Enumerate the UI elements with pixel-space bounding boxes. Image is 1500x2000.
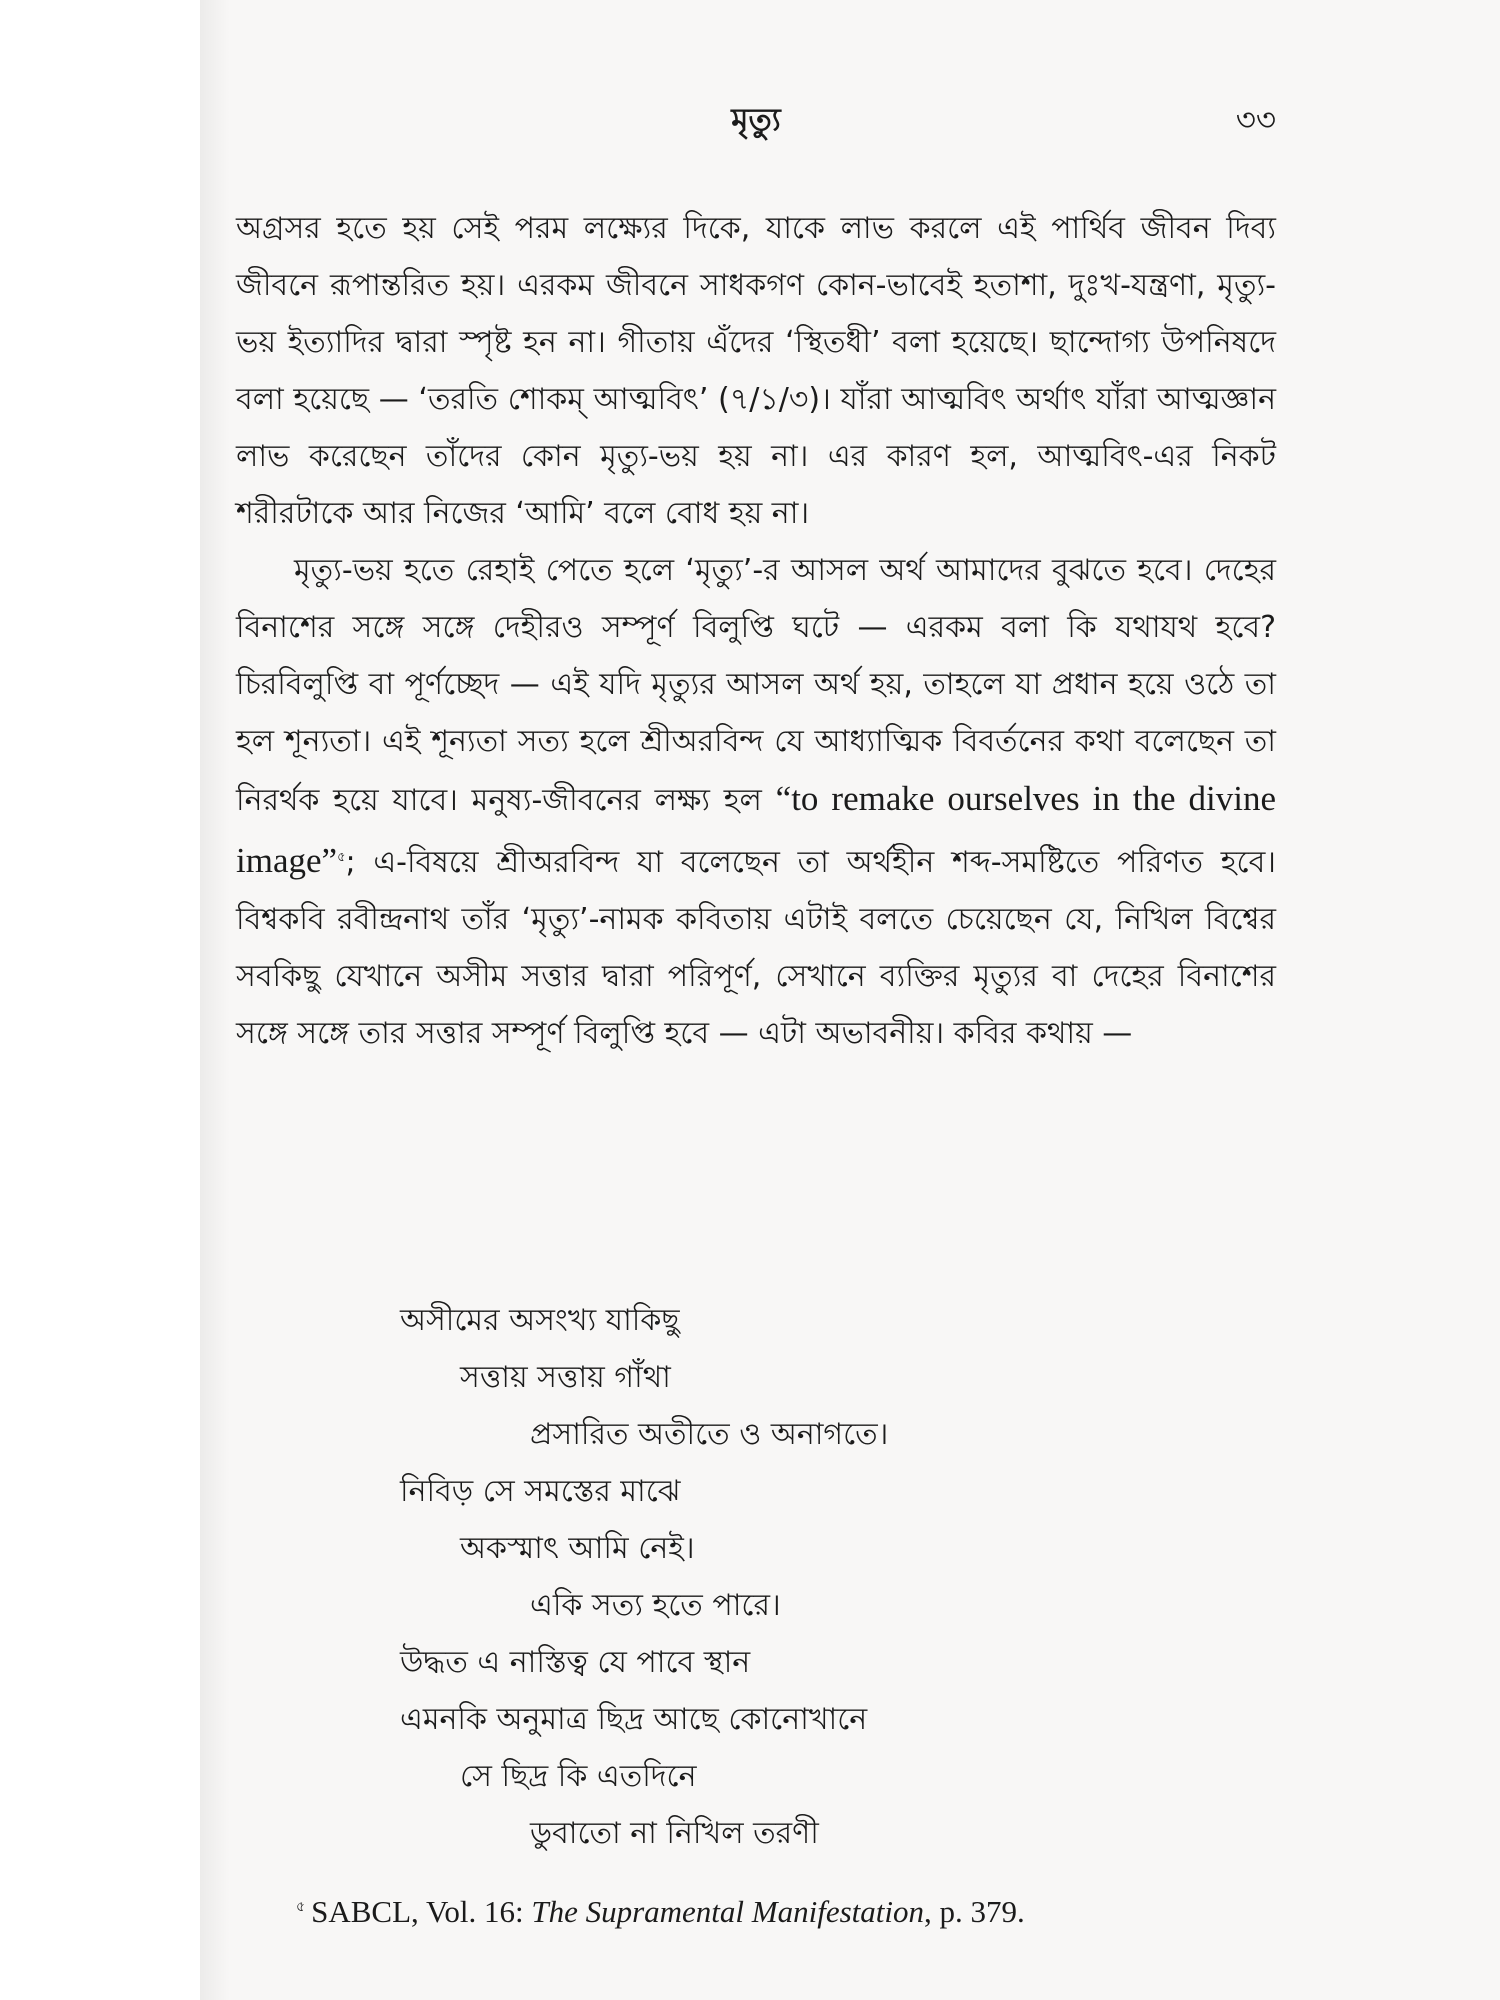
poem-line: অকস্মাৎ আমি নেই। xyxy=(460,1531,695,1566)
paragraph-2-part-2: ; এ-বিষয়ে শ্রীঅরবিন্দ যা বলেছেন তা অর্থহীন শব্দ-সমষ্টিতে পরিণত হবে। বিশ্বকবি রবীন্দ্রনাথ তাঁর ‘মৃত্যু’-নামক কবিতায় এটাই বলতে চেয়েছেন যে, নিখিল বিশ্বের সবকিছু যেখানে অসীম সত্তার দ্বারা পরিপূর্ণ, সেখানে ব্যক্তির মৃত্যুর বা দেহের বিনাশের সঙ্গে সঙ্গে তার সত্তার সম্পূর্ণ বিলুপ্তি হবে — এটা অভাবনীয়। কবির কথায় — xyxy=(236,845,1276,1051)
poem-line: এমনকি অনুমাত্র ছিদ্র আছে কোনোখানে xyxy=(400,1702,868,1737)
footnote-marker: ৫ xyxy=(296,1898,306,1915)
poem-line: ডুবাতো না নিখিল তরণী xyxy=(530,1816,819,1851)
page-number: ৩৩ xyxy=(1235,102,1276,138)
poem-line: সত্তায় সত্তায় গাঁথা xyxy=(460,1360,671,1395)
poem-line: প্রসারিত অতীতে ও অনাগতে। xyxy=(530,1417,889,1452)
footnote xyxy=(296,1894,1276,1930)
poem-line: নিবিড় সে সমস্তের মাঝে xyxy=(400,1474,681,1509)
paragraph-1: অগ্রসর হতে হয় সেই পরম লক্ষ্যের দিকে, যাকে লাভ করলে এই পার্থিব জীবন দিব্য জীবনে রূপান্তরিত হয়। এরকম জীবনে সাধকগণ কোন-ভাবেই হতাশা, দুঃখ-যন্ত্রণা, মৃত্যু-ভয় ইত্যাদির দ্বারা স্পৃষ্ট হন না। গীতায় এঁদের ‘স্থিতধী’ বলা হয়েছে। ছান্দোগ্য উপনিষদে বলা হয়েছে — ‘তরতি শোকম্ আত্মবিৎ’ (৭/১/৩)। যাঁরা আত্মবিৎ অর্থাৎ যাঁরা আত্মজ্ঞান লাভ করেছেন তাঁদের কোন মৃত্যু-ভয় হয় না। এর কারণ হল, আত্মবিৎ-এর নিকট শরীরটাকে আর নিজের ‘আমি’ বলে বোধ হয় না। xyxy=(236,211,1276,531)
page-gutter-shadow xyxy=(200,0,230,2000)
poem-line: একি সত্য হতে পারে। xyxy=(530,1588,781,1623)
footnote-book-title: The Supramental Manifestation xyxy=(531,1894,924,1929)
body-text xyxy=(236,200,1276,1062)
poem-line: সে ছিদ্র কি এতদিনে xyxy=(460,1759,697,1794)
footnote-prefix: SABCL, Vol. 16: xyxy=(311,1894,532,1929)
paragraph-2 xyxy=(236,542,1276,1062)
chapter-title: মৃত্যু xyxy=(731,102,781,138)
poem-stanza xyxy=(400,1292,1200,1862)
english-quote: “to remake ourselves in the divine image” xyxy=(236,779,1276,880)
footnote-suffix: , p. 379. xyxy=(923,1894,1025,1929)
poem-line: অসীমের অসংখ্য যাকিছু xyxy=(400,1303,680,1338)
poem-line: উদ্ধত এ নাস্তিত্ব যে পাবে স্থান xyxy=(400,1645,751,1680)
running-head xyxy=(236,96,1276,146)
paragraph-2-part-1: মৃত্যু-ভয় হতে রেহাই পেতে হলে ‘মৃত্যু’-র আসল অর্থ আমাদের বুঝতে হবে। দেহের বিনাশের সঙ্গে সঙ্গে দেহীরও সম্পূর্ণ বিলুপ্তি ঘটে — এরকম বলা কি যথাযথ হবে? চিরবিলুপ্তি বা পূর্ণচ্ছেদ — এই যদি মৃত্যুর আসল অর্থ হয়, তাহলে যা প্রধান হয়ে ওঠে তা হল শূন্যতা। এই শূন্যতা সত্য হলে শ্রীঅরবিন্দ যে আধ্যাত্মিক বিবর্তনের কথা বলেছেন তা নিরর্থক হয়ে যাবে। মনুষ্য-জীবনের লক্ষ্য হল xyxy=(236,553,1276,818)
footnote-reference: ৫ xyxy=(337,850,346,865)
